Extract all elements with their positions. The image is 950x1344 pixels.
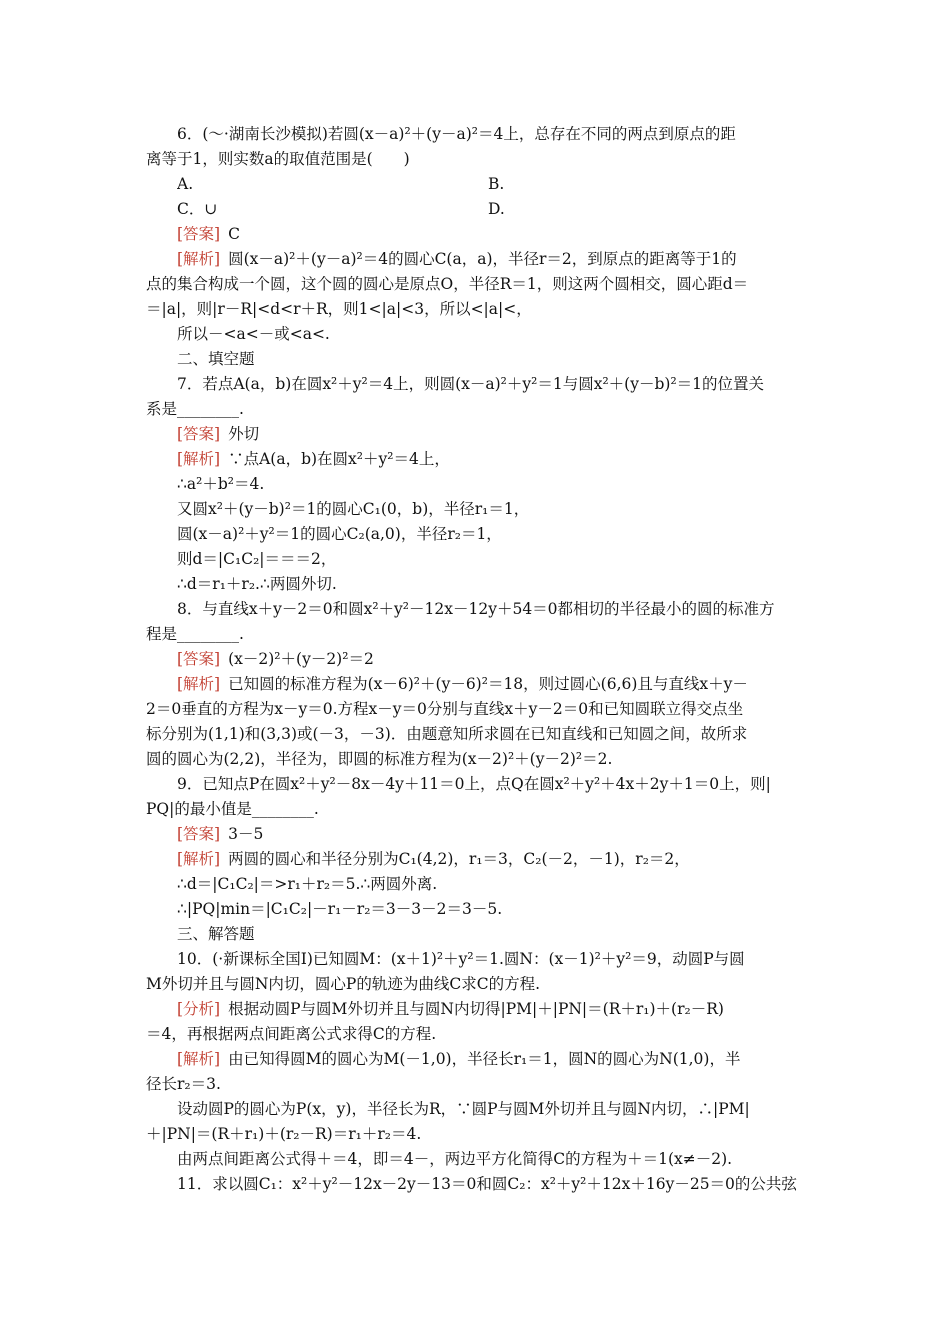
line-text: 三、解答题: [177, 925, 255, 943]
text-line: [177, 449, 806, 469]
line-text: 则d＝|C₁C₂|＝＝＝2，: [177, 550, 337, 568]
answer-tag: [答案]: [177, 650, 221, 668]
text-line: [177, 1149, 806, 1169]
text-line: [177, 524, 806, 544]
text-line: [146, 1024, 806, 1044]
line-text: 8．与直线x＋y－2＝0和圆x²＋y²－12x－12y＋54＝0都相切的半径最小的圆的标准方: [177, 600, 775, 618]
line-text: ∴a²＋b²＝4.: [177, 475, 265, 493]
answer-tag: [解析]: [177, 850, 221, 868]
line-text: M外切并且与圆N内切，圆心P的轨迹为曲线C求C的方程.: [146, 975, 541, 993]
line-text: 由已知得圆M的圆心为M(－1,0)，半径长r₁＝1，圆N的圆心为N(1,0)，半: [228, 1050, 741, 1068]
line-text: 由两点间距离公式得＋＝4，即＝4－，两边平方化简得C的方程为＋＝1(x≠－2).: [177, 1150, 733, 1168]
line-text: 已知圆的标准方程为(x－6)²＋(y－6)²＝18，则过圆心(6,6)且与直线x＋y－: [228, 675, 748, 693]
text-line: [177, 874, 806, 894]
answer-tag: [答案]: [177, 425, 221, 443]
line-text: 径长r₂＝3.: [146, 1075, 221, 1093]
text-line: [177, 1049, 806, 1069]
answer-tag: [解析]: [177, 1050, 221, 1068]
line-text: 圆(x－a)²＋y²＝1的圆心C₂(a,0)，半径r₂＝1，: [177, 525, 502, 543]
answer-tag: [答案]: [177, 225, 221, 243]
line-text: ＝4，再根据两点间距离公式求得C的方程.: [146, 1025, 437, 1043]
line-text: 设动圆P的圆心为P(x，y)，半径长为R，∵圆P与圆M外切并且与圆N内切，∴|PM|: [177, 1100, 750, 1118]
text-line: [146, 799, 806, 819]
text-line: [488, 174, 788, 194]
answer-tag: [答案]: [177, 825, 221, 843]
line-text: ∵点A(a，b)在圆x²＋y²＝4上，: [228, 450, 450, 468]
line-text: 点的集合构成一个圆，这个圆的圆心是原点O，半径R＝1，则这两个圆相交，圆心距d＝: [146, 275, 749, 293]
text-line: [177, 124, 806, 144]
line-text: 标分别为(1,1)和(3,3)或(－3，－3)．由题意知所求圆在已知直线和已知圆之间，故所求: [146, 725, 748, 743]
text-line: [146, 724, 806, 744]
text-line: [177, 549, 806, 569]
line-text: ∴|PQ|min＝|C₁C₂|－r₁－r₂＝3－3－2＝3－5.: [177, 900, 503, 918]
text-line: [177, 224, 806, 244]
text-line: [177, 474, 806, 494]
line-text: B.: [488, 175, 505, 193]
line-text: 外切: [228, 425, 260, 443]
line-text: (x－2)²＋(y－2)²＝2: [228, 650, 374, 668]
line-text: ＋|PN|＝(R＋r₁)＋(r₂－R)＝r₁＋r₂＝4.: [146, 1125, 422, 1143]
text-line: [177, 849, 806, 869]
line-text: D.: [488, 200, 505, 218]
line-text: 离等于1，则实数a的取值范围是( ): [146, 150, 410, 168]
line-text: PQ|的最小值是________.: [146, 800, 319, 818]
line-text: 根据动圆P与圆M外切并且与圆N内切得|PM|＋|PN|＝(R＋r₁)＋(r₂－R): [228, 1000, 724, 1018]
text-line: [146, 1074, 806, 1094]
text-line: [177, 899, 806, 919]
text-line: [177, 349, 806, 369]
text-line: [177, 949, 806, 969]
line-text: C: [228, 225, 240, 243]
text-line: [177, 199, 477, 219]
text-line: [177, 424, 806, 444]
line-text: A.: [177, 175, 194, 193]
text-line: [177, 374, 806, 394]
text-line: [177, 599, 806, 619]
text-line: [177, 649, 806, 669]
answer-tag: [解析]: [177, 675, 221, 693]
text-line: [177, 774, 806, 794]
text-line: [146, 1124, 806, 1144]
line-text: 圆的圆心为(2,2)，半径为，即圆的标准方程为(x－2)²＋(y－2)²＝2.: [146, 750, 613, 768]
line-text: 11．求以圆C₁：x²＋y²－12x－2y－13＝0和圆C₂：x²＋y²＋12x＋16y－25＝0的公共弦: [177, 1175, 797, 1193]
text-line: [177, 1099, 806, 1119]
answer-tag: [分析]: [177, 1000, 221, 1018]
line-text: ∴d＝r₁＋r₂.∴两圆外切.: [177, 575, 337, 593]
text-line: [177, 574, 806, 594]
line-text: 10．(·新课标全国Ⅰ)已知圆M：(x＋1)²＋y²＝1.圆N：(x－1)²＋y²＝9，动圆P与圆: [177, 950, 745, 968]
text-line: [177, 324, 806, 344]
line-text: ＝|a|，则|r－R|<d<r＋R，则1<|a|<3，所以<|a|<，: [146, 300, 532, 318]
line-text: 程是________.: [146, 625, 244, 643]
text-line: [146, 299, 806, 319]
text-line: [488, 199, 788, 219]
line-text: ∴d＝|C₁C₂|＝>r₁＋r₂＝5.∴两圆外离.: [177, 875, 438, 893]
text-line: [177, 924, 806, 944]
line-text: 所以－<a<－或<a<.: [177, 325, 330, 343]
text-line: [177, 824, 806, 844]
text-line: [177, 249, 806, 269]
text-line: [177, 674, 806, 694]
text-line: [177, 999, 806, 1019]
text-line: [146, 399, 806, 419]
text-line: [146, 974, 806, 994]
line-text: 7．若点A(a，b)在圆x²＋y²＝4上，则圆(x－a)²＋y²＝1与圆x²＋(y－b)²＝1的位置关: [177, 375, 765, 393]
line-text: 9．已知点P在圆x²＋y²－8x－4y＋11＝0上，点Q在圆x²＋y²＋4x＋2y＋1＝0上，则|: [177, 775, 771, 793]
line-text: 3－5: [228, 825, 264, 843]
line-text: C．∪: [177, 200, 218, 218]
text-line: [146, 149, 806, 169]
line-text: 圆(x－a)²＋(y－a)²＝4的圆心C(a，a)，半径r＝2，到原点的距离等于1的: [228, 250, 737, 268]
text-line: [146, 749, 806, 769]
line-text: 二、填空题: [177, 350, 255, 368]
text-line: [177, 174, 477, 194]
line-text: 系是________.: [146, 400, 244, 418]
text-line: [146, 699, 806, 719]
text-line: [146, 624, 806, 644]
line-text: 两圆的圆心和半径分别为C₁(4,2)，r₁＝3，C₂(－2，－1)，r₂＝2，: [228, 850, 690, 868]
line-text: 2＝0垂直的方程为x－y＝0.方程x－y＝0分别与直线x＋y－2＝0和已知圆联立得交点坐: [146, 700, 744, 718]
answer-tag: [解析]: [177, 250, 221, 268]
line-text: 6．(～·湖南长沙模拟)若圆(x－a)²＋(y－a)²＝4上，总存在不同的两点到原点的距: [177, 125, 736, 143]
line-text: 又圆x²＋(y－b)²＝1的圆心C₁(0，b)，半径r₁＝1，: [177, 500, 530, 518]
text-line: [146, 274, 806, 294]
text-line: [177, 1174, 806, 1194]
answer-tag: [解析]: [177, 450, 221, 468]
text-line: [177, 499, 806, 519]
